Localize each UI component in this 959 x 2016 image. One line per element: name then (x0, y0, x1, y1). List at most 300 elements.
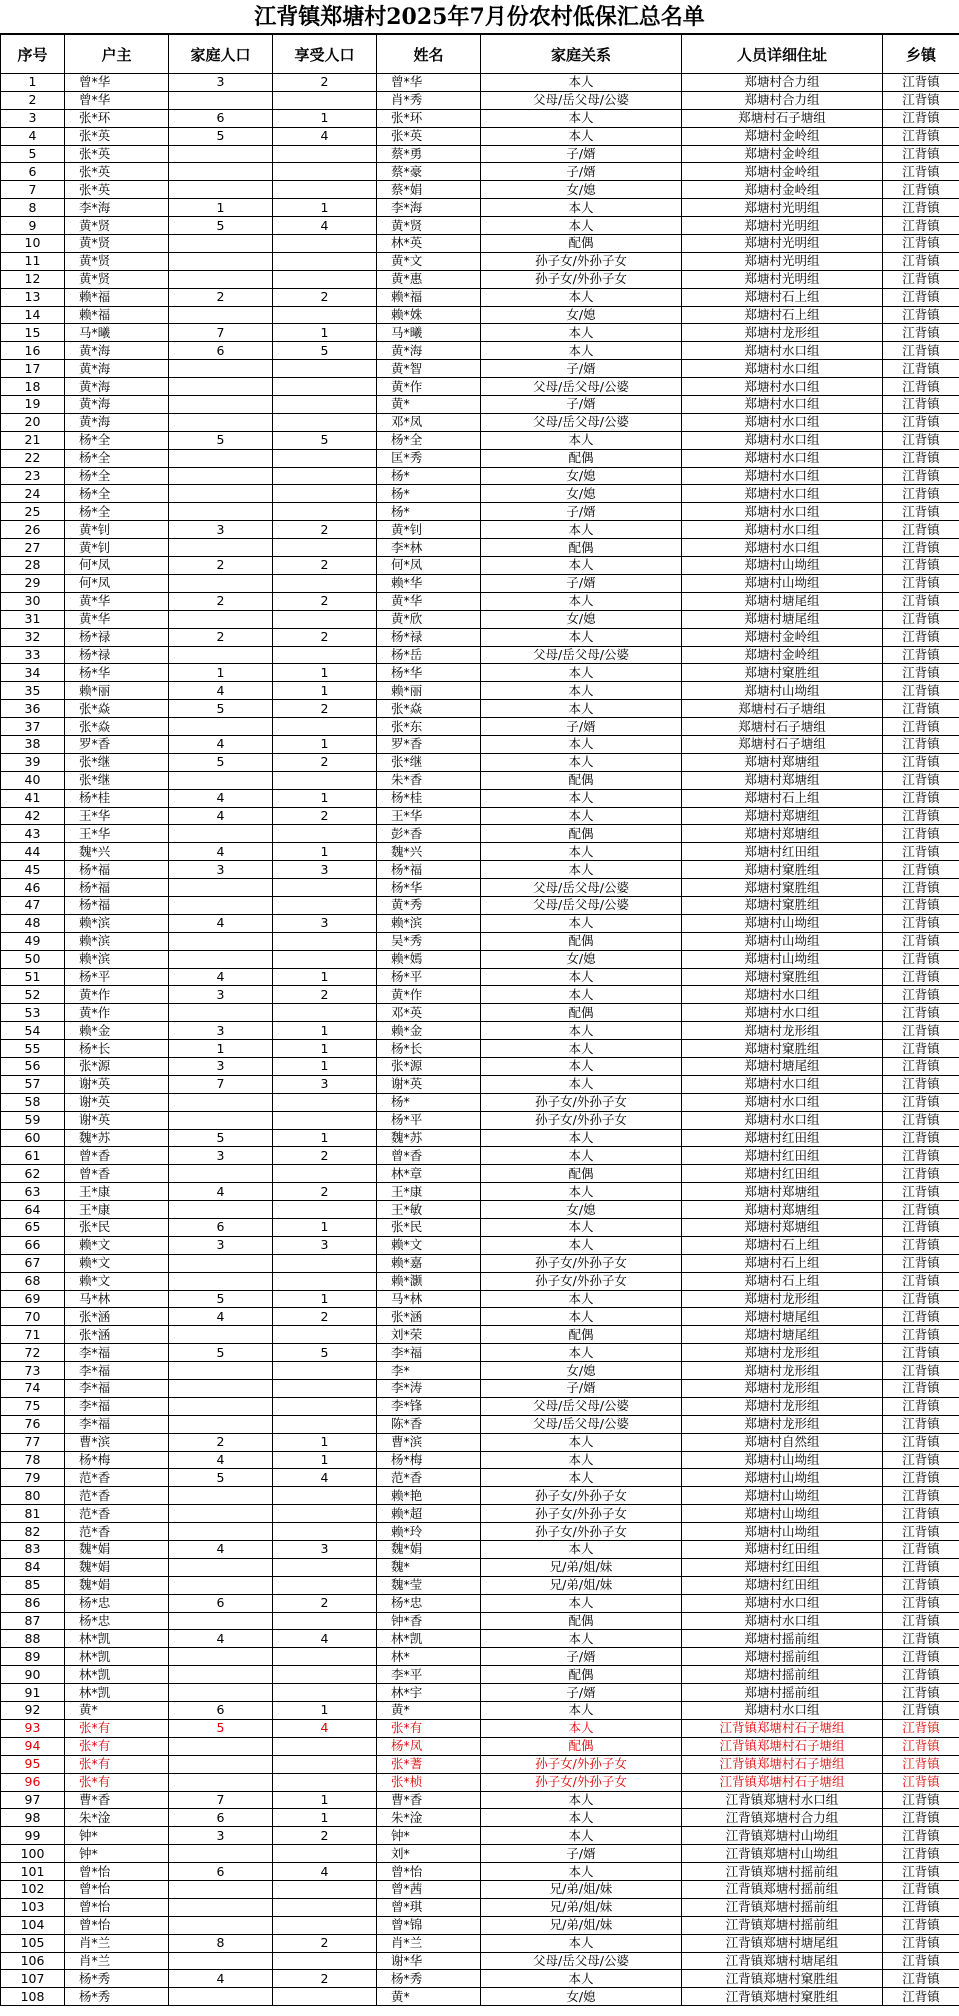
cell-relation: 本人 (481, 807, 682, 825)
cell-household-head: 魏*娟 (65, 1558, 169, 1576)
cell-household-head: 黄*海 (65, 413, 169, 431)
cell-town: 江背镇 (883, 181, 959, 199)
cell-name: 黄*钊 (377, 521, 481, 539)
cell-address: 郑塘村合力组 (682, 74, 883, 92)
cell-name: 赖*福 (377, 288, 481, 306)
cell-household-head: 李*海 (65, 199, 169, 217)
cell-household-head: 张*英 (65, 181, 169, 199)
cell-beneficiaries: 1 (273, 968, 377, 986)
cell-index: 73 (1, 1362, 65, 1380)
cell-household-head: 李*福 (65, 1344, 169, 1362)
cell-household-head: 曹*香 (65, 1791, 169, 1809)
cell-household-head: 钟* (65, 1827, 169, 1845)
cell-name: 王*敏 (377, 1201, 481, 1219)
cell-family-size: 3 (169, 1022, 273, 1040)
cell-beneficiaries: 2 (273, 1147, 377, 1165)
cell-household-head: 黄*贤 (65, 217, 169, 235)
cell-name: 魏*苏 (377, 1129, 481, 1147)
cell-name: 张*有 (377, 1719, 481, 1737)
cell-address: 郑塘村石上组 (682, 1272, 883, 1290)
cell-name: 张*桢 (377, 1773, 481, 1791)
cell-address: 郑塘村水口组 (682, 503, 883, 521)
cell-household-head: 赖*文 (65, 1272, 169, 1290)
cell-family-size (169, 646, 273, 664)
cell-beneficiaries (273, 360, 377, 378)
cell-beneficiaries (273, 539, 377, 557)
cell-address: 郑塘村窠胜组 (682, 968, 883, 986)
cell-family-size: 3 (169, 1827, 273, 1845)
cell-address: 郑塘村水口组 (682, 396, 883, 414)
cell-relation: 兄/弟/姐/妹 (481, 1916, 682, 1934)
cell-address: 郑塘村山坳组 (682, 1469, 883, 1487)
cell-relation: 配偶 (481, 825, 682, 843)
cell-town: 江背镇 (883, 503, 959, 521)
cell-address: 郑塘村窠胜组 (682, 879, 883, 897)
cell-name: 马*林 (377, 1290, 481, 1308)
cell-index: 12 (1, 270, 65, 288)
cell-relation: 配偶 (481, 1165, 682, 1183)
cell-beneficiaries: 1 (273, 199, 377, 217)
cell-household-head: 杨*全 (65, 431, 169, 449)
cell-beneficiaries: 4 (273, 1719, 377, 1737)
table-row (1, 1576, 959, 1594)
cell-town: 江背镇 (883, 1666, 959, 1684)
cell-town: 江背镇 (883, 896, 959, 914)
cell-family-size: 4 (169, 914, 273, 932)
cell-name: 赖*丽 (377, 682, 481, 700)
cell-index: 97 (1, 1791, 65, 1809)
cell-town: 江背镇 (883, 1487, 959, 1505)
cell-household-head: 杨*梅 (65, 1451, 169, 1469)
cell-beneficiaries: 4 (273, 1630, 377, 1648)
cell-relation: 配偶 (481, 771, 682, 789)
cell-name: 邓*英 (377, 1004, 481, 1022)
cell-family-size: 6 (169, 342, 273, 360)
cell-address: 郑塘村摇前组 (682, 1630, 883, 1648)
table-row (1, 789, 959, 807)
table-row (1, 1308, 959, 1326)
cell-address: 郑塘村红田组 (682, 1129, 883, 1147)
cell-household-head: 何*凤 (65, 557, 169, 575)
cell-name: 魏* (377, 1558, 481, 1576)
cell-beneficiaries (273, 771, 377, 789)
cell-address: 郑塘村光明组 (682, 217, 883, 235)
cell-address: 江背镇郑塘村摇前组 (682, 1880, 883, 1898)
cell-index: 96 (1, 1773, 65, 1791)
cell-relation: 子/婿 (481, 503, 682, 521)
table-row (1, 306, 959, 324)
cell-family-size: 3 (169, 1236, 273, 1254)
table-row (1, 1111, 959, 1129)
cell-family-size (169, 1165, 273, 1183)
cell-address: 郑塘村郑塘组 (682, 753, 883, 771)
cell-relation: 父母/岳父母/公婆 (481, 1415, 682, 1433)
table-row (1, 252, 959, 270)
cell-relation: 父母/岳父母/公婆 (481, 896, 682, 914)
cell-name: 蔡*娟 (377, 181, 481, 199)
cell-address: 郑塘村山坳组 (682, 1451, 883, 1469)
table-row (1, 199, 959, 217)
header-household-head: 户主 (65, 35, 169, 74)
table-row (1, 235, 959, 253)
cell-town: 江背镇 (883, 914, 959, 932)
cell-address: 郑塘村光明组 (682, 270, 883, 288)
cell-household-head: 杨*华 (65, 664, 169, 682)
table-row (1, 288, 959, 306)
cell-family-size: 1 (169, 199, 273, 217)
cell-index: 19 (1, 396, 65, 414)
table-row (1, 735, 959, 753)
cell-relation: 子/婿 (481, 1845, 682, 1863)
table-row (1, 1505, 959, 1523)
cell-town: 江背镇 (883, 879, 959, 897)
cell-household-head: 张*民 (65, 1219, 169, 1237)
cell-family-size: 3 (169, 1057, 273, 1075)
cell-index: 51 (1, 968, 65, 986)
cell-family-size: 7 (169, 324, 273, 342)
cell-household-head: 张*涵 (65, 1308, 169, 1326)
cell-town: 江背镇 (883, 163, 959, 181)
cell-relation: 本人 (481, 592, 682, 610)
cell-town: 江背镇 (883, 467, 959, 485)
cell-town: 江背镇 (883, 413, 959, 431)
cell-town: 江背镇 (883, 1201, 959, 1219)
cell-index: 85 (1, 1576, 65, 1594)
table-row (1, 557, 959, 575)
cell-index: 25 (1, 503, 65, 521)
cell-family-size: 4 (169, 1451, 273, 1469)
cell-family-size: 5 (169, 217, 273, 235)
cell-town: 江背镇 (883, 288, 959, 306)
cell-beneficiaries: 1 (273, 1040, 377, 1058)
cell-relation: 父母/岳父母/公婆 (481, 413, 682, 431)
cell-town: 江背镇 (883, 735, 959, 753)
cell-index: 27 (1, 539, 65, 557)
cell-town: 江背镇 (883, 1952, 959, 1970)
cell-family-size: 3 (169, 1147, 273, 1165)
cell-index: 56 (1, 1057, 65, 1075)
cell-town: 江背镇 (883, 664, 959, 682)
cell-household-head: 肖*兰 (65, 1952, 169, 1970)
cell-household-head: 林*凯 (65, 1684, 169, 1702)
cell-index: 11 (1, 252, 65, 270)
cell-address: 江背镇郑塘村石子塘组 (682, 1755, 883, 1773)
cell-household-head: 魏*娟 (65, 1541, 169, 1559)
table-row (1, 539, 959, 557)
cell-household-head: 林*凯 (65, 1648, 169, 1666)
table-row (1, 682, 959, 700)
cell-address: 郑塘村窠胜组 (682, 1040, 883, 1058)
cell-family-size: 6 (169, 1219, 273, 1237)
cell-beneficiaries (273, 1612, 377, 1630)
cell-beneficiaries (273, 932, 377, 950)
cell-index: 4 (1, 127, 65, 145)
cell-beneficiaries (273, 1523, 377, 1541)
cell-index: 95 (1, 1755, 65, 1773)
cell-beneficiaries: 1 (273, 324, 377, 342)
cell-beneficiaries: 2 (273, 700, 377, 718)
cell-index: 94 (1, 1737, 65, 1755)
table-row (1, 1863, 959, 1881)
cell-town: 江背镇 (883, 557, 959, 575)
cell-name: 张*涵 (377, 1308, 481, 1326)
cell-address: 郑塘村石子塘组 (682, 735, 883, 753)
cell-town: 江背镇 (883, 718, 959, 736)
cell-relation: 本人 (481, 861, 682, 879)
cell-household-head: 李*福 (65, 1415, 169, 1433)
cell-beneficiaries (273, 1362, 377, 1380)
cell-address: 郑塘村石上组 (682, 306, 883, 324)
cell-name: 刘*荣 (377, 1326, 481, 1344)
cell-name: 李*平 (377, 1666, 481, 1684)
cell-beneficiaries (273, 1916, 377, 1934)
cell-address: 郑塘村窠胜组 (682, 861, 883, 879)
cell-family-size: 2 (169, 557, 273, 575)
cell-relation: 本人 (481, 1022, 682, 1040)
cell-index: 14 (1, 306, 65, 324)
cell-beneficiaries (273, 1737, 377, 1755)
cell-address: 郑塘村窠胜组 (682, 664, 883, 682)
cell-town: 江背镇 (883, 861, 959, 879)
cell-household-head: 张*有 (65, 1773, 169, 1791)
table-row (1, 1236, 959, 1254)
cell-address: 郑塘村金岭组 (682, 145, 883, 163)
cell-index: 78 (1, 1451, 65, 1469)
cell-address: 郑塘村红田组 (682, 1165, 883, 1183)
cell-address: 江背镇郑塘村塘尾组 (682, 1934, 883, 1952)
cell-household-head: 谢*英 (65, 1111, 169, 1129)
cell-name: 杨* (377, 485, 481, 503)
cell-address: 郑塘村石上组 (682, 288, 883, 306)
cell-family-size: 5 (169, 1469, 273, 1487)
cell-index: 31 (1, 610, 65, 628)
cell-address: 江背镇郑塘村塘尾组 (682, 1952, 883, 1970)
cell-index: 90 (1, 1666, 65, 1684)
cell-index: 88 (1, 1630, 65, 1648)
cell-relation: 父母/岳父母/公婆 (481, 91, 682, 109)
cell-relation: 子/婿 (481, 396, 682, 414)
cell-household-head: 张*继 (65, 753, 169, 771)
table-row (1, 270, 959, 288)
cell-index: 91 (1, 1684, 65, 1702)
cell-index: 15 (1, 324, 65, 342)
cell-household-head: 张*源 (65, 1057, 169, 1075)
cell-town: 江背镇 (883, 1684, 959, 1702)
cell-beneficiaries (273, 1397, 377, 1415)
cell-name: 杨*桂 (377, 789, 481, 807)
cell-relation: 本人 (481, 1863, 682, 1881)
cell-relation: 女/媳 (481, 1988, 682, 2006)
cell-family-size (169, 1916, 273, 1934)
cell-name: 黄* (377, 396, 481, 414)
cell-household-head: 李*福 (65, 1397, 169, 1415)
header-beneficiaries: 享受人口 (273, 35, 377, 74)
cell-index: 24 (1, 485, 65, 503)
cell-family-size: 6 (169, 1863, 273, 1881)
table-row (1, 396, 959, 414)
cell-name: 蔡*勇 (377, 145, 481, 163)
cell-name: 张*继 (377, 753, 481, 771)
cell-address: 郑塘村自然组 (682, 1433, 883, 1451)
cell-name: 赖*玲 (377, 1523, 481, 1541)
table-row (1, 342, 959, 360)
cell-relation: 兄/弟/姐/妹 (481, 1880, 682, 1898)
cell-relation: 配偶 (481, 1326, 682, 1344)
cell-household-head: 赖*丽 (65, 682, 169, 700)
cell-town: 江背镇 (883, 574, 959, 592)
cell-relation: 配偶 (481, 932, 682, 950)
table-row (1, 896, 959, 914)
cell-address: 郑塘村金岭组 (682, 628, 883, 646)
cell-household-head: 张*环 (65, 109, 169, 127)
cell-index: 102 (1, 1880, 65, 1898)
cell-household-head: 曾*华 (65, 91, 169, 109)
cell-address: 郑塘村水口组 (682, 1612, 883, 1630)
cell-beneficiaries: 3 (273, 861, 377, 879)
cell-name: 钟*香 (377, 1612, 481, 1630)
cell-household-head: 曾*华 (65, 74, 169, 92)
cell-relation: 本人 (481, 1934, 682, 1952)
cell-name: 杨* (377, 503, 481, 521)
cell-address: 郑塘村金岭组 (682, 127, 883, 145)
cell-town: 江背镇 (883, 1057, 959, 1075)
cell-household-head: 李*福 (65, 1362, 169, 1380)
cell-name: 杨*平 (377, 1111, 481, 1129)
cell-family-size: 5 (169, 1719, 273, 1737)
cell-town: 江背镇 (883, 1165, 959, 1183)
cell-name: 杨*秀 (377, 1970, 481, 1988)
cell-address: 江背镇郑塘村窠胜组 (682, 1970, 883, 1988)
cell-index: 100 (1, 1845, 65, 1863)
cell-address: 郑塘村郑塘组 (682, 1183, 883, 1201)
cell-index: 33 (1, 646, 65, 664)
cell-household-head: 曾*怡 (65, 1898, 169, 1916)
cell-beneficiaries: 1 (273, 1219, 377, 1237)
cell-relation: 本人 (481, 1970, 682, 1988)
cell-town: 江背镇 (883, 1219, 959, 1237)
cell-town: 江背镇 (883, 1433, 959, 1451)
header-town: 乡镇 (883, 35, 959, 74)
cell-address: 郑塘村龙形组 (682, 1022, 883, 1040)
cell-index: 65 (1, 1219, 65, 1237)
cell-beneficiaries (273, 1111, 377, 1129)
cell-household-head: 朱*淦 (65, 1809, 169, 1827)
cell-family-size: 6 (169, 1594, 273, 1612)
cell-relation: 女/媳 (481, 467, 682, 485)
cell-name: 罗*香 (377, 735, 481, 753)
table-row (1, 1648, 959, 1666)
cell-index: 42 (1, 807, 65, 825)
cell-index: 46 (1, 879, 65, 897)
cell-name: 黄* (377, 1702, 481, 1720)
cell-beneficiaries (273, 413, 377, 431)
cell-name: 张*民 (377, 1219, 481, 1237)
cell-beneficiaries: 4 (273, 1469, 377, 1487)
table-row (1, 1397, 959, 1415)
cell-beneficiaries: 2 (273, 1934, 377, 1952)
cell-address: 郑塘村水口组 (682, 986, 883, 1004)
table-row (1, 1129, 959, 1147)
cell-name: 何*凤 (377, 557, 481, 575)
cell-town: 江背镇 (883, 306, 959, 324)
cell-family-size: 4 (169, 968, 273, 986)
cell-beneficiaries (273, 646, 377, 664)
cell-family-size (169, 1737, 273, 1755)
cell-family-size (169, 235, 273, 253)
table-row (1, 1737, 959, 1755)
table-row (1, 1290, 959, 1308)
cell-family-size: 4 (169, 1541, 273, 1559)
cell-address: 郑塘村塘尾组 (682, 1057, 883, 1075)
cell-household-head: 杨*全 (65, 485, 169, 503)
cell-address: 江背镇郑塘村合力组 (682, 1809, 883, 1827)
table-row (1, 1988, 959, 2006)
cell-household-head: 曾*怡 (65, 1916, 169, 1934)
cell-address: 郑塘村塘尾组 (682, 1326, 883, 1344)
cell-relation: 本人 (481, 735, 682, 753)
cell-relation: 本人 (481, 1290, 682, 1308)
cell-household-head: 赖*文 (65, 1254, 169, 1272)
cell-index: 61 (1, 1147, 65, 1165)
table-row (1, 1934, 959, 1952)
cell-index: 72 (1, 1344, 65, 1362)
cell-index: 101 (1, 1863, 65, 1881)
cell-household-head: 马*林 (65, 1290, 169, 1308)
cell-town: 江背镇 (883, 1308, 959, 1326)
cell-family-size (169, 1684, 273, 1702)
cell-name: 张*源 (377, 1057, 481, 1075)
cell-address: 郑塘村红田组 (682, 843, 883, 861)
cell-address: 郑塘村塘尾组 (682, 1308, 883, 1326)
cell-family-size (169, 378, 273, 396)
table-row (1, 1022, 959, 1040)
cell-relation: 本人 (481, 1147, 682, 1165)
cell-family-size (169, 771, 273, 789)
cell-town: 江背镇 (883, 127, 959, 145)
cell-family-size: 4 (169, 682, 273, 700)
cell-relation: 本人 (481, 1040, 682, 1058)
cell-address: 郑塘村龙形组 (682, 1397, 883, 1415)
cell-address: 郑塘村塘尾组 (682, 592, 883, 610)
cell-name: 王*华 (377, 807, 481, 825)
table-row (1, 1469, 959, 1487)
cell-family-size (169, 145, 273, 163)
cell-household-head: 马*曦 (65, 324, 169, 342)
cell-family-size (169, 1111, 273, 1129)
header-relation: 家庭关系 (481, 35, 682, 74)
cell-family-size (169, 91, 273, 109)
cell-index: 105 (1, 1934, 65, 1952)
cell-beneficiaries (273, 1380, 377, 1398)
cell-address: 江背镇郑塘村石子塘组 (682, 1773, 883, 1791)
table-row (1, 1415, 959, 1433)
cell-family-size (169, 1004, 273, 1022)
cell-relation: 孙子女/外孙子女 (481, 1755, 682, 1773)
cell-index: 67 (1, 1254, 65, 1272)
cell-beneficiaries (273, 1415, 377, 1433)
table-row (1, 807, 959, 825)
cell-name: 陈*香 (377, 1415, 481, 1433)
cell-relation: 孙子女/外孙子女 (481, 1487, 682, 1505)
cell-family-size (169, 1505, 273, 1523)
cell-family-size (169, 1755, 273, 1773)
cell-family-size (169, 896, 273, 914)
cell-index: 36 (1, 700, 65, 718)
table-row (1, 1201, 959, 1219)
cell-family-size (169, 879, 273, 897)
cell-beneficiaries (273, 1755, 377, 1773)
cell-town: 江背镇 (883, 521, 959, 539)
